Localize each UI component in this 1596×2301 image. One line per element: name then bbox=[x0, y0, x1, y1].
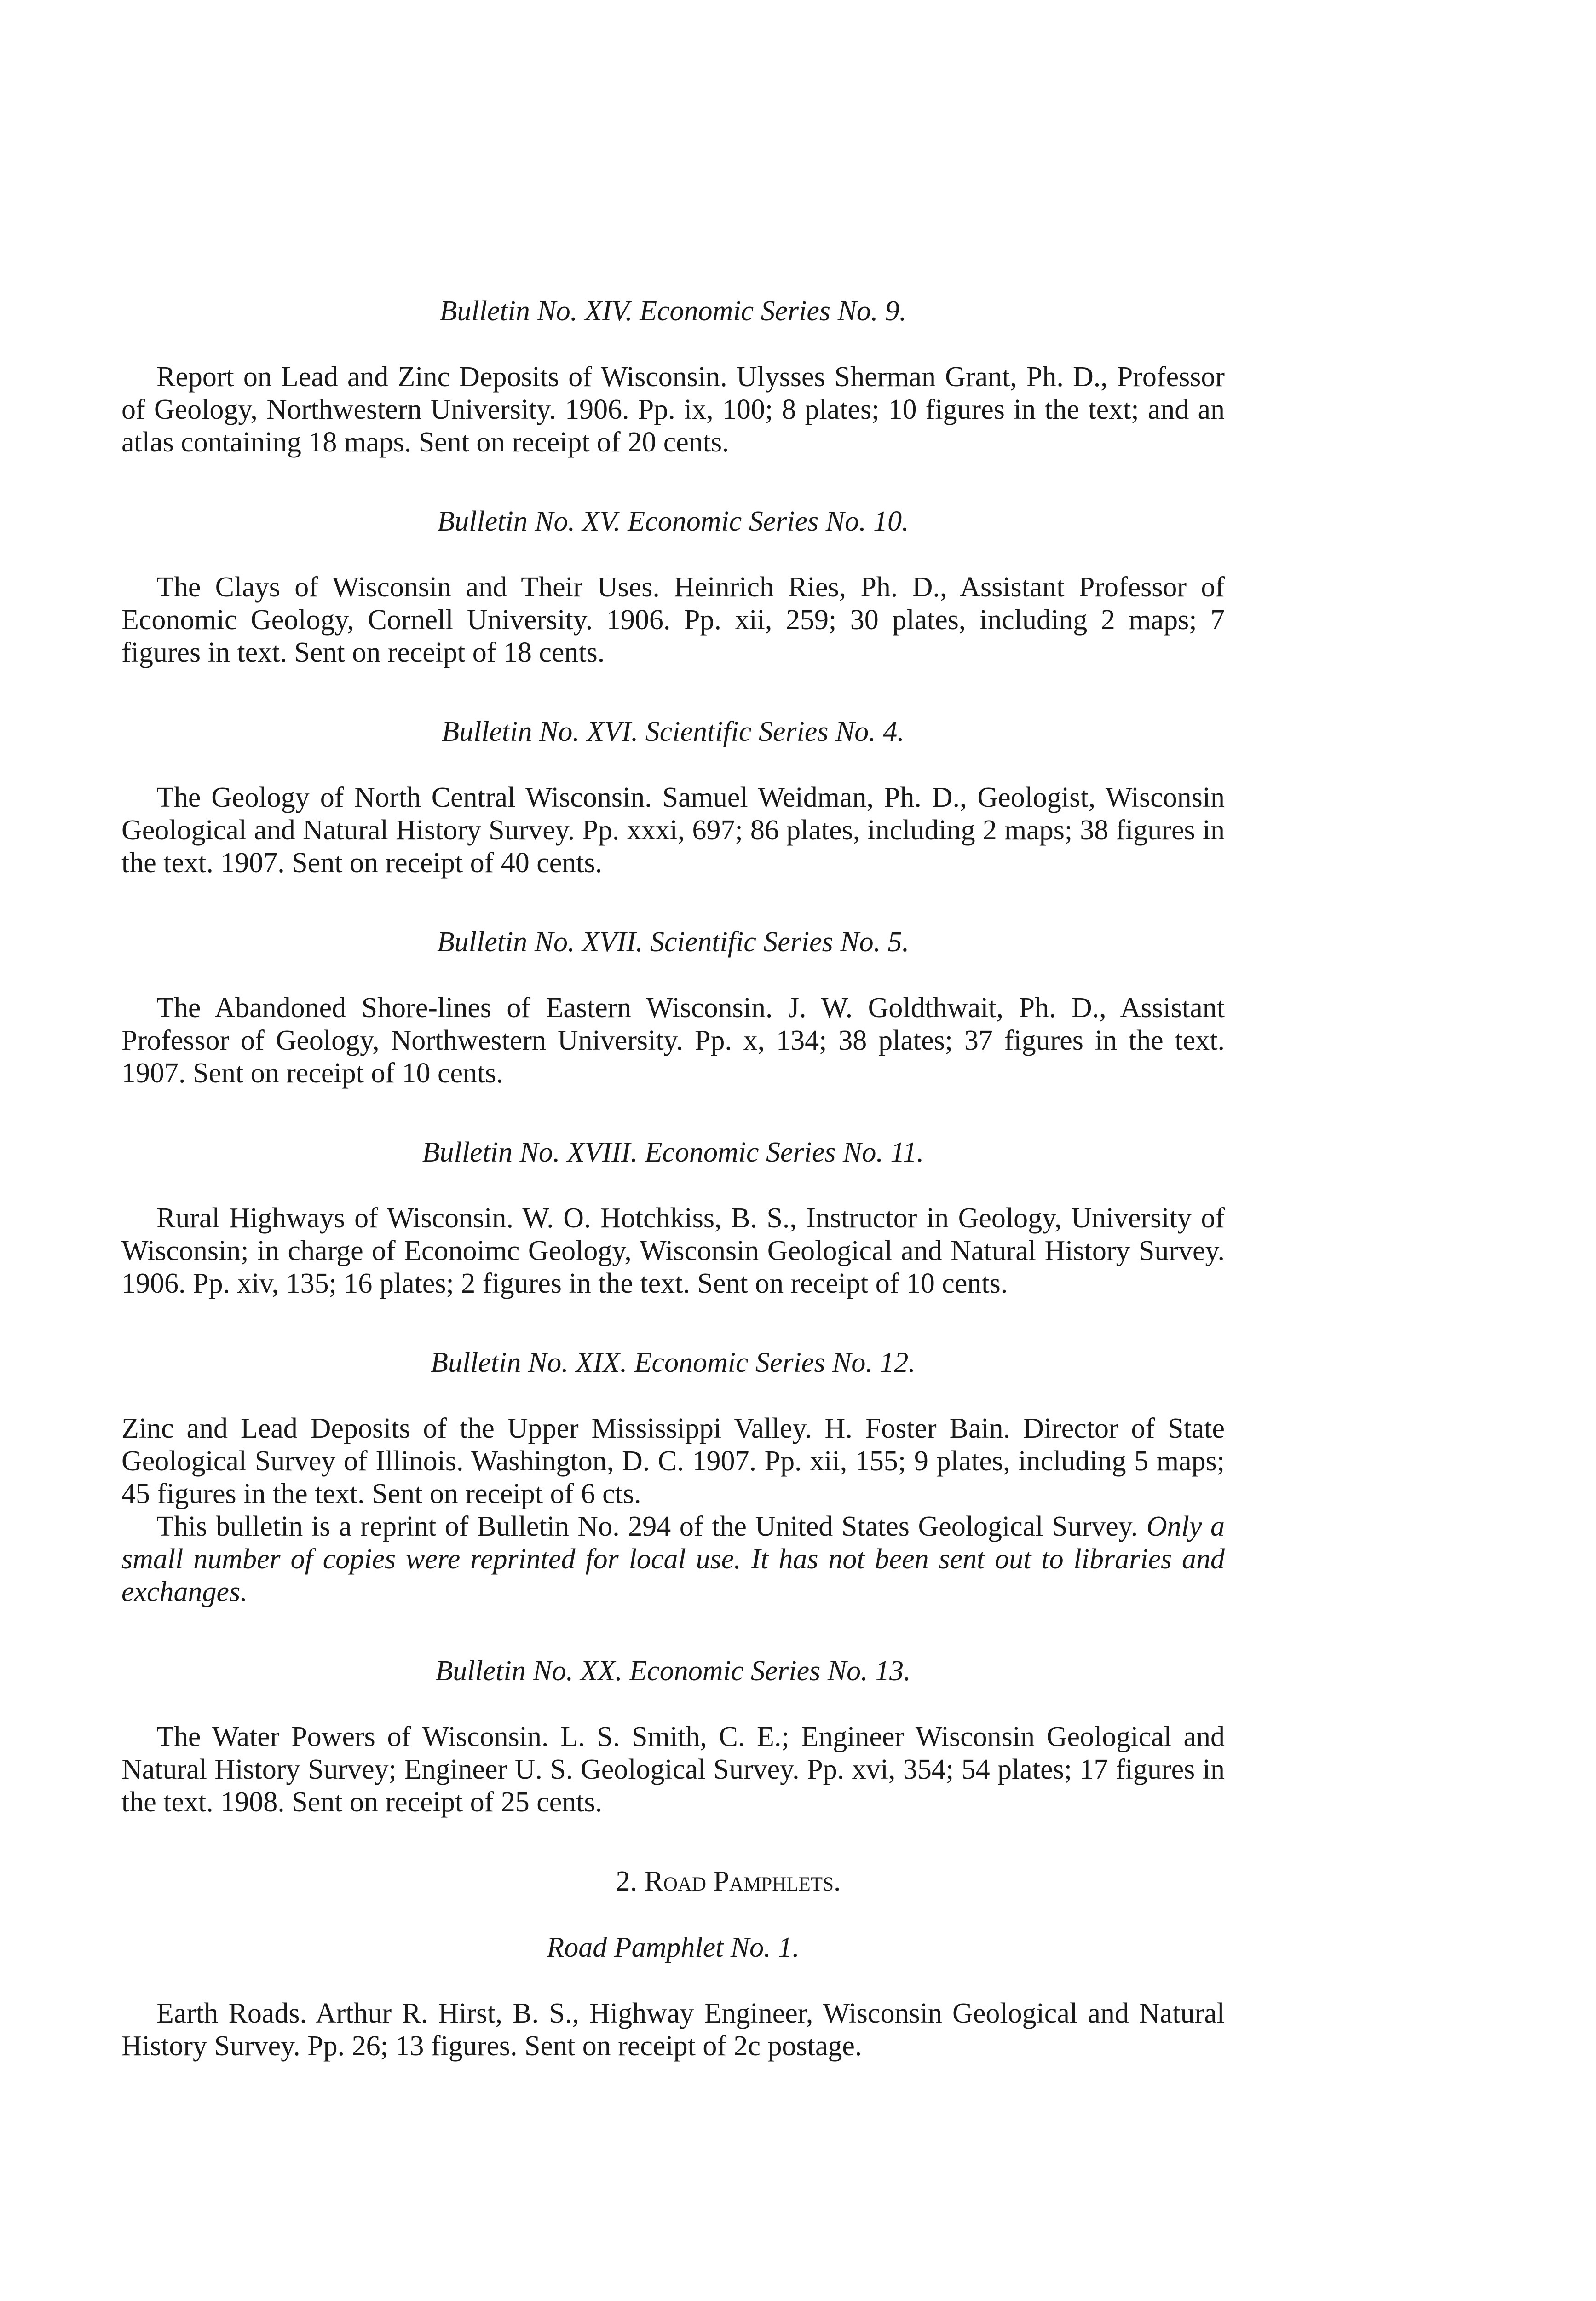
bulletin-heading: Bulletin No. XIV. Economic Series No. 9. bbox=[439, 295, 907, 327]
bulletin-description: Rural Highways of Wisconsin. W. O. Hotchkiss, B. S., Instructor in Geology, University of Wisconsin; in charge of Econoimc Geology, Wisconsin Geological and Natural History Survey. 1906. Pp. xiv, 135; 16 plates; 2 figures in the text. Sent on receipt of 10 cents. bbox=[121, 1203, 1225, 1299]
bulletin-description-group bbox=[121, 1412, 1225, 1608]
bulletin-16 bbox=[121, 715, 1225, 879]
bulletin-heading: Bulletin No. XVI. Scientific Series No. 4. bbox=[442, 716, 905, 747]
bulletin-heading: Bulletin No. XV. Economic Series No. 10. bbox=[437, 506, 909, 537]
pamphlet-heading: Road Pamphlet No. 1. bbox=[547, 1932, 800, 1963]
document-page bbox=[121, 295, 1225, 2109]
note-italic: Only a small number of copies were reprinted for local use. It has not been sent out to libraries and exchanges. bbox=[121, 1511, 1225, 1607]
bulletin-14 bbox=[121, 295, 1225, 459]
bulletin-heading: Bulletin No. XVII. Scientific Series No. 5. bbox=[437, 926, 910, 958]
bulletin-heading: Bulletin No. XVIII. Economic Series No. 11. bbox=[422, 1137, 924, 1168]
bulletin-description: Report on Lead and Zinc Deposits of Wisconsin. Ulysses Sherman Grant, Ph. D., Professor of Geology, Northwestern University. 1906. Pp. ix, 100; 8 plates; 10 figures in the text; and an atlas containing 18 maps. Sent on receipt of 20 cents. bbox=[121, 361, 1225, 458]
bulletin-15 bbox=[121, 505, 1225, 669]
bulletin-description: The Geology of North Central Wisconsin. Samuel Weidman, Ph. D., Geologist, Wisconsin Geological and Natural History Survey. Pp. xxxi, 697; 86 plates, including 2 maps; 38 figures in the text. 1907. Sent on receipt of 40 cents. bbox=[121, 782, 1225, 879]
bulletin-heading: Bulletin No. XX. Economic Series No. 13. bbox=[435, 1655, 911, 1687]
bulletin-18 bbox=[121, 1136, 1225, 1300]
pamphlet-description: Earth Roads. Arthur R. Hirst, B. S., Highway Engineer, Wisconsin Geological and Natural History Survey. Pp. 26; 13 figures. Sent on receipt of 2c postage. bbox=[121, 1998, 1225, 2062]
bulletin-heading: Bulletin No. XIX. Economic Series No. 12. bbox=[431, 1347, 916, 1378]
bulletin-note bbox=[121, 1510, 1225, 1608]
bulletin-19 bbox=[121, 1346, 1225, 1608]
bulletin-description: Zinc and Lead Deposits of the Upper Mississippi Valley. H. Foster Bain. Director of State Geological Survey of Illinois. Washington, D. C. 1907. Pp. xii, 155; 9 plates, including 5 maps; 45 figures in the text. Sent on receipt of 6 cts. bbox=[121, 1413, 1225, 1509]
bulletin-description: The Clays of Wisconsin and Their Uses. Heinrich Ries, Ph. D., Assistant Professor of Economic Geology, Cornell University. 1906. Pp. xii, 259; 30 plates, including 2 maps; 7 figures in text. Sent on receipt of 18 cents. bbox=[121, 572, 1225, 668]
bulletin-17 bbox=[121, 925, 1225, 1090]
road-pamphlet-1 bbox=[121, 1931, 1225, 2063]
bulletin-20 bbox=[121, 1654, 1225, 1819]
bulletin-description: The Abandoned Shore-lines of Eastern Wisconsin. J. W. Goldthwait, Ph. D., Assistant Professor of Geology, Northwestern University. Pp. x, 134; 38 plates; 37 figures in the text. 1907. Sent on receipt of 10 cents. bbox=[121, 992, 1225, 1089]
bulletin-description: The Water Powers of Wisconsin. L. S. Smith, C. E.; Engineer Wisconsin Geological and Natural History Survey; Engineer U. S. Geological Survey. Pp. xvi, 354; 54 plates; 17 figures in the text. 1908. Sent on receipt of 25 cents. bbox=[121, 1721, 1225, 1818]
note-plain: This bulletin is a reprint of Bulletin No. 294 of the United States Geological Survey. bbox=[156, 1511, 1147, 1542]
section-title: 2. Road Pamphlets. bbox=[616, 1866, 841, 1897]
